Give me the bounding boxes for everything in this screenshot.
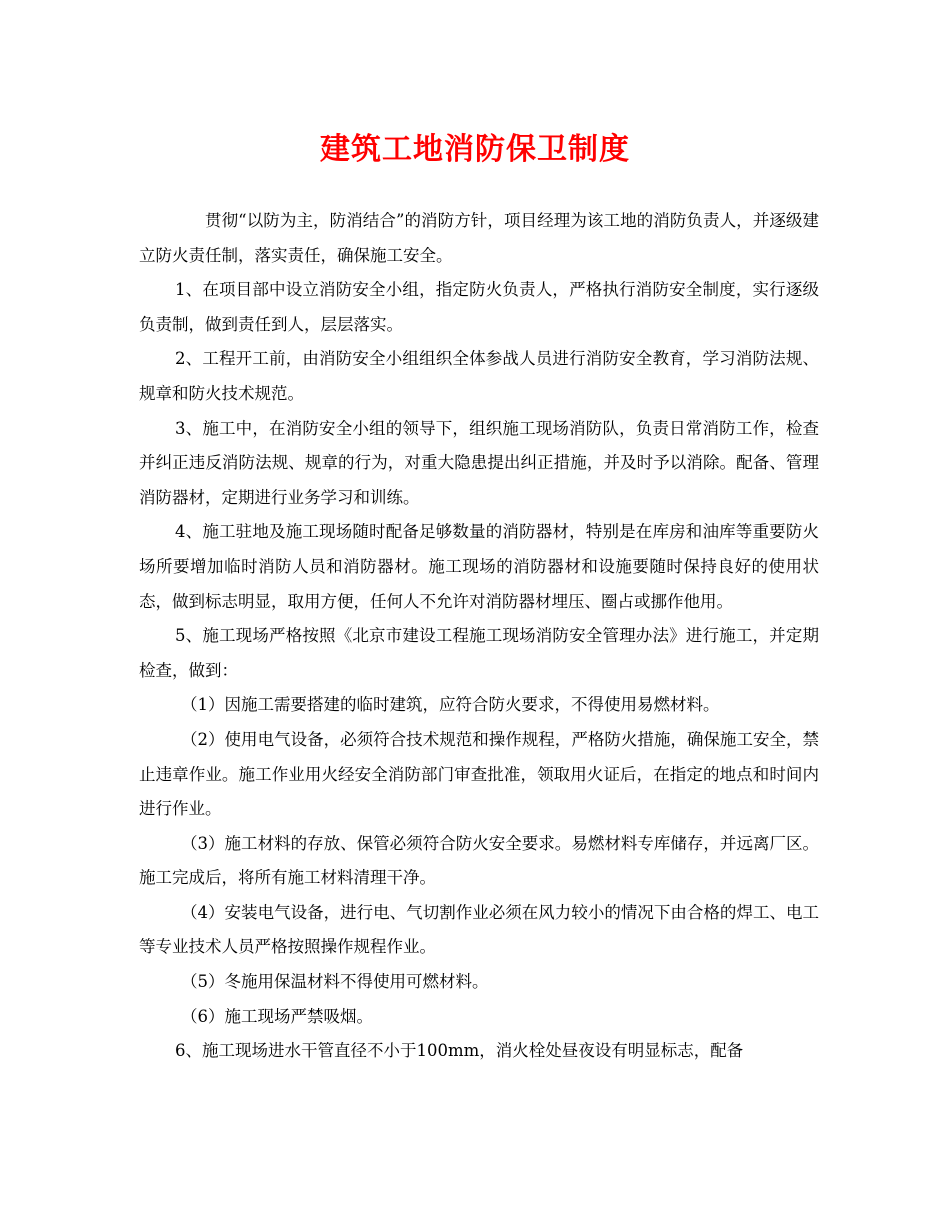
paragraph-item-2: 2、工程开工前，由消防安全小组组织全体参战人员进行消防安全教育，学习消防法规、规章和防火技术规范。 [139, 349, 819, 403]
paragraph-subitem-1: （1）因施工需要搭建的临时建筑，应符合防火要求，不得使用易燃材料。 [181, 695, 720, 715]
paragraph-subitem-4: （4）安装电气设备，进行电、气切割作业必须在风力较小的情况下由合格的焊工、电工等专业技术人员严格按照操作规程作业。 [139, 902, 819, 957]
paragraph-item-1: 1、在项目部中设立消防安全小组，指定防火负责人，严格执行消防安全制度，实行逐级负责制，做到责任到人，层层落实。 [139, 280, 819, 334]
paragraph-item-5: 5、施工现场严格按照《北京市建设工程施工现场消防安全管理办法》进行施工，并定期检查，做到： [139, 626, 819, 680]
paragraph-subitem-5: （5）冬施用保温材料不得使用可燃材料。 [181, 972, 489, 992]
paragraph-item-3: 3、施工中，在消防安全小组的领导下，组织施工现场消防队，负责日常消防工作，检查并纠正违反消防法规、规章的行为，对重大隐患提出纠正措施，并及时予以消除。配备、管理消防器材，定期进行业务学习和训练。 [139, 418, 819, 507]
paragraph-intro: 贯彻“以防为主，防消结合”的消防方针，项目经理为该工地的消防负责人，并逐级建立防火责任制，落实责任，确保施工安全。 [139, 211, 819, 265]
paragraph-subitem-6: （6）施工现场严禁吸烟。 [181, 1006, 373, 1026]
paragraph-subitem-3: （3）施工材料的存放、保管必须符合防火安全要求。易燃材料专库储存，并远离厂区。施工完成后，将所有施工材料清理干净。 [139, 833, 819, 888]
paragraph-subitem-2: （2）使用电气设备，必须符合技术规范和操作规程，严格防火措施，确保施工安全，禁止违章作业。施工作业用火经安全消防部门审查批准，领取用火证后，在指定的地点和时间内进行作业。 [139, 729, 819, 819]
paragraph-item-4: 4、施工驻地及施工现场随时配备足够数量的消防器材，特别是在库房和油库等重要防火场所要增加临时消防人员和消防器材。施工现场的消防器材和设施要随时保持良好的使用状态，做到标志明显，取用方便，任何人不允许对消防器材埋压、圈占或挪作他用。 [139, 522, 819, 611]
paragraph-item-6: 6、施工现场进水干管直径不小于100mm，消火栓处昼夜设有明显标志，配备 [175, 1041, 744, 1061]
document-title: 建筑工地消防保卫制度 [320, 132, 630, 167]
document-body [139, 204, 819, 1069]
